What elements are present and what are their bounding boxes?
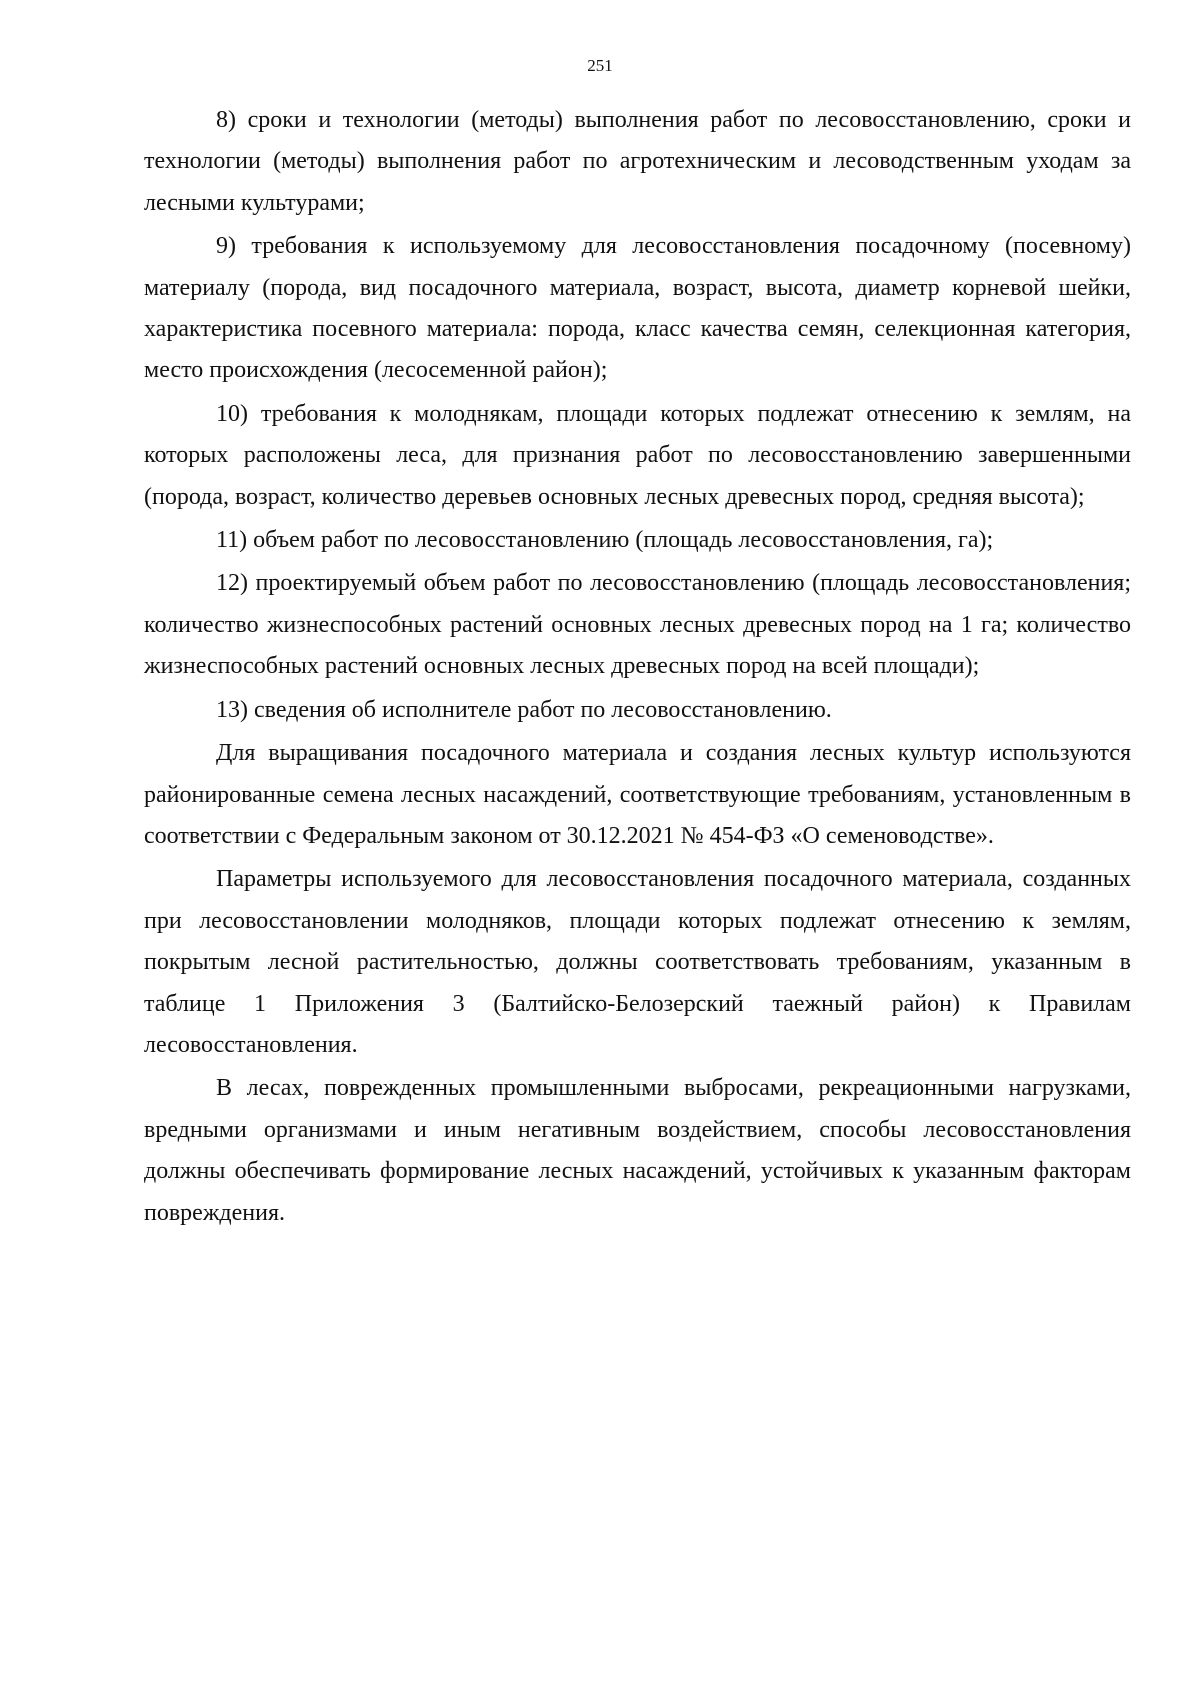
- list-item-13: 13) сведения об исполнителе работ по лесовосстановлению.: [216, 696, 832, 723]
- list-item-9: 9) требования к используемому для лесовосстановления посадочному (посевному) материалу (порода, вид посадочного материала, возраст, высота, диаметр корневой шейки, характеристика посевного материала: порода, класс качества семян, селекционная категория, место происхождения (лесосеменной район);: [144, 233, 1131, 384]
- body-paragraph-parameters: Параметры используемого для лесовосстановления посадочного материала, созданных при лесовосстановлении молодняков, площади которых подлежат отнесению к землям, покрытым лесной растительностью, должны соответствовать требованиям, указанным в таблице 1 Приложения 3 (Балтийско-Белозерский таежный район) к Правилам лесовосстановления.: [144, 866, 1131, 1058]
- body-paragraph-seeds: Для выращивания посадочного материала и создания лесных культур используются районированные семена лесных насаждений, соответствующие требованиям, установленным в соответствии с Федеральным законом от 30.12.2021 № 454-ФЗ «О семеноводстве».: [144, 740, 1131, 849]
- list-item-12: 12) проектируемый объем работ по лесовосстановлению (площадь лесовосстановления; количество жизнеспособных растений основных лесных древесных пород на 1 га; количество жизнеспособных растений основных лесных древесных пород на всей площади);: [144, 570, 1131, 680]
- list-item-11: 11) объем работ по лесовосстановлению (площадь лесовосстановления, га);: [216, 527, 994, 554]
- body-paragraph-damaged-forests: В лесах, поврежденных промышленными выбросами, рекреационными нагрузками, вредными организмами и иным негативным воздействием, способы лесовосстановления должны обеспечивать формирование лесных насаждений, устойчивых к указанным факторам повреждения.: [144, 1075, 1131, 1226]
- list-item-8: 8) сроки и технологии (методы) выполнения работ по лесовосстановлению, сроки и технологии (методы) выполнения работ по агротехническим и лесоводственным уходам за лесными культурами;: [144, 107, 1131, 216]
- document-body: [144, 100, 1131, 1234]
- list-item-10: 10) требования к молоднякам, площади которых подлежат отнесению к землям, на которых расположены леса, для признания работ по лесовосстановлению завершенными (порода, возраст, количество деревьев основных лесных древесных пород, средняя высота);: [144, 400, 1131, 510]
- page-number: 251: [587, 56, 613, 75]
